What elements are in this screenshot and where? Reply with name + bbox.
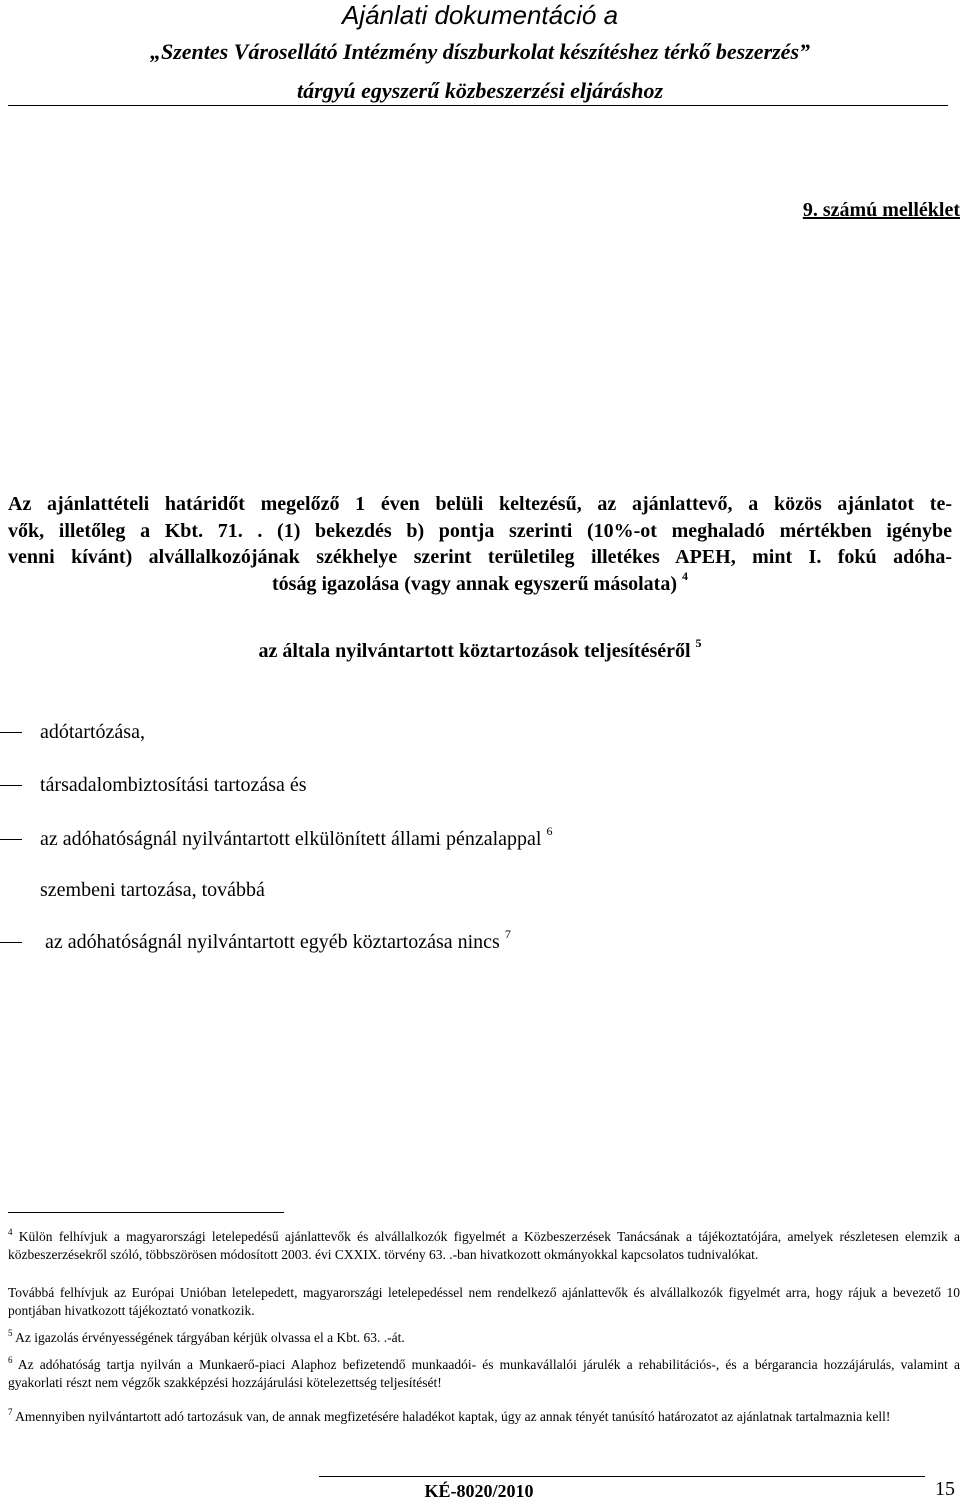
footnote-ref-5: 5: [695, 636, 702, 651]
main-title-line-4-text: tóság igazolása (vagy annak egyszerű másolata): [272, 572, 677, 595]
subtitle-text: az általa nyilvántartott köztartozások teljesítéséről: [258, 640, 691, 662]
main-title-line-4: [8, 568, 952, 598]
footnote-text: Külön felhívjuk a magyarországi letelepedésű ajánlattevők és alvállalkozók figyelmét a Közbeszerzések Tanácsának a tájékoztatójára, amelyek részletesen elemzik a közbeszerzésekről szóló, többszörösen módosított 2003. évi CXXIX. törvény 63. .-ban hivatkozott okmányokkal kapcsolatos tudnivalókat.: [8, 1229, 960, 1262]
footnote-text: Az adóhatóság tartja nyilván a Munkaerő-piaci Alaphoz befizetendő munkaadói- és munkavállalói járulék a rehabilitációs-, és a bérgarancia hozzájárulás, valamint a gyakorlati részt nem végzők szakképzési hozzájárulási kötelezettség teljesítését!: [8, 1357, 960, 1390]
list-item-text: az adóhatóságnál nyilvántartott egyéb köztartozása nincs $^7$: [40, 927, 511, 953]
footnote-5: [8, 1329, 960, 1347]
footer-reference-code: KÉ-8020/2010: [424, 1481, 534, 1501]
dash-bullet: [0, 942, 22, 943]
footnote-text: Az igazolás érvényességének tárgyában kérjük olvassa el a Kbt. 63. .-át.: [12, 1330, 405, 1345]
list-item-text: társadalombiztosítási tartozása és: [40, 774, 307, 796]
header-divider: [8, 105, 948, 106]
main-title-line-2: vők, illetőleg a Kbt. 71. . (1) bekezdés b) pontja szerinti (10%-ot meghaladó mértékben igénybe: [8, 519, 952, 542]
list-item-text: az adóhatóságnál nyilvántartott elkülönített állami pénzalappal $^6$: [40, 824, 553, 850]
footnote-number: 6: [8, 1354, 13, 1365]
footnote-separator: [8, 1212, 284, 1213]
main-title: [8, 491, 952, 597]
footnote-6: [8, 1356, 960, 1392]
main-title-line-3: venni kívánt) alvállalkozójának székhelye szerint területileg illetékes APEH, mint I. fokú adóha-: [8, 546, 952, 568]
footnote-number: 7: [8, 1406, 13, 1417]
annex-label: 9. számú melléklet: [802, 199, 960, 221]
footnote-7: [8, 1408, 960, 1426]
page-number: 15: [935, 1478, 955, 1500]
header-procedure-type: tárgyú egyszerű közbeszerzési eljáráshoz: [296, 78, 664, 103]
footnote-number: 5: [8, 1327, 13, 1338]
list-item-text: adótartózása,: [40, 721, 145, 743]
subtitle: [0, 638, 960, 664]
header-title: Ajánlati dokumentáció a: [341, 0, 619, 30]
footnote-text: Amennyiben nyilvántartott adó tartozásuk van, de annak megfizetésére haladékot kaptak, úgy az annak tényét tanúsító határozatot az ajánlatnak tartalmaznia kell!: [12, 1409, 891, 1424]
footnote-ref-6: 6: [546, 824, 553, 839]
footnote-text: Továbbá felhívjuk az Európai Unióban letelepedett, magyarországi letelepedéssel nem rendelkező ajánlattevők és alvállalkozók figyelmét arra, hogy rájuk a bevezető 10 pontjában hivatkozott tájékoztató vonatkozik.: [8, 1285, 960, 1318]
dash-bullet: [0, 732, 22, 733]
footnote-4: [8, 1228, 960, 1264]
footer-divider: [319, 1476, 925, 1477]
dash-bullet: [0, 839, 22, 840]
footnote-ref-4: 4: [681, 568, 688, 583]
footnote-number: 4: [8, 1226, 13, 1237]
footnote-ref-7: 7: [504, 927, 511, 942]
dash-bullet: [0, 785, 22, 786]
main-title-line-1: Az ajánlattételi határidőt megelőző 1 éven belüli keltezésű, az ajánlattevő, a közös ajánlatot te-: [8, 493, 952, 515]
list-item-text: szembeni tartozása, továbbá: [40, 879, 265, 901]
header-project-name: „Szentes Városellátó Intézmény díszburkolat készítéshez térkő beszerzés”: [149, 39, 811, 64]
footnote-4-continued: [8, 1284, 960, 1320]
